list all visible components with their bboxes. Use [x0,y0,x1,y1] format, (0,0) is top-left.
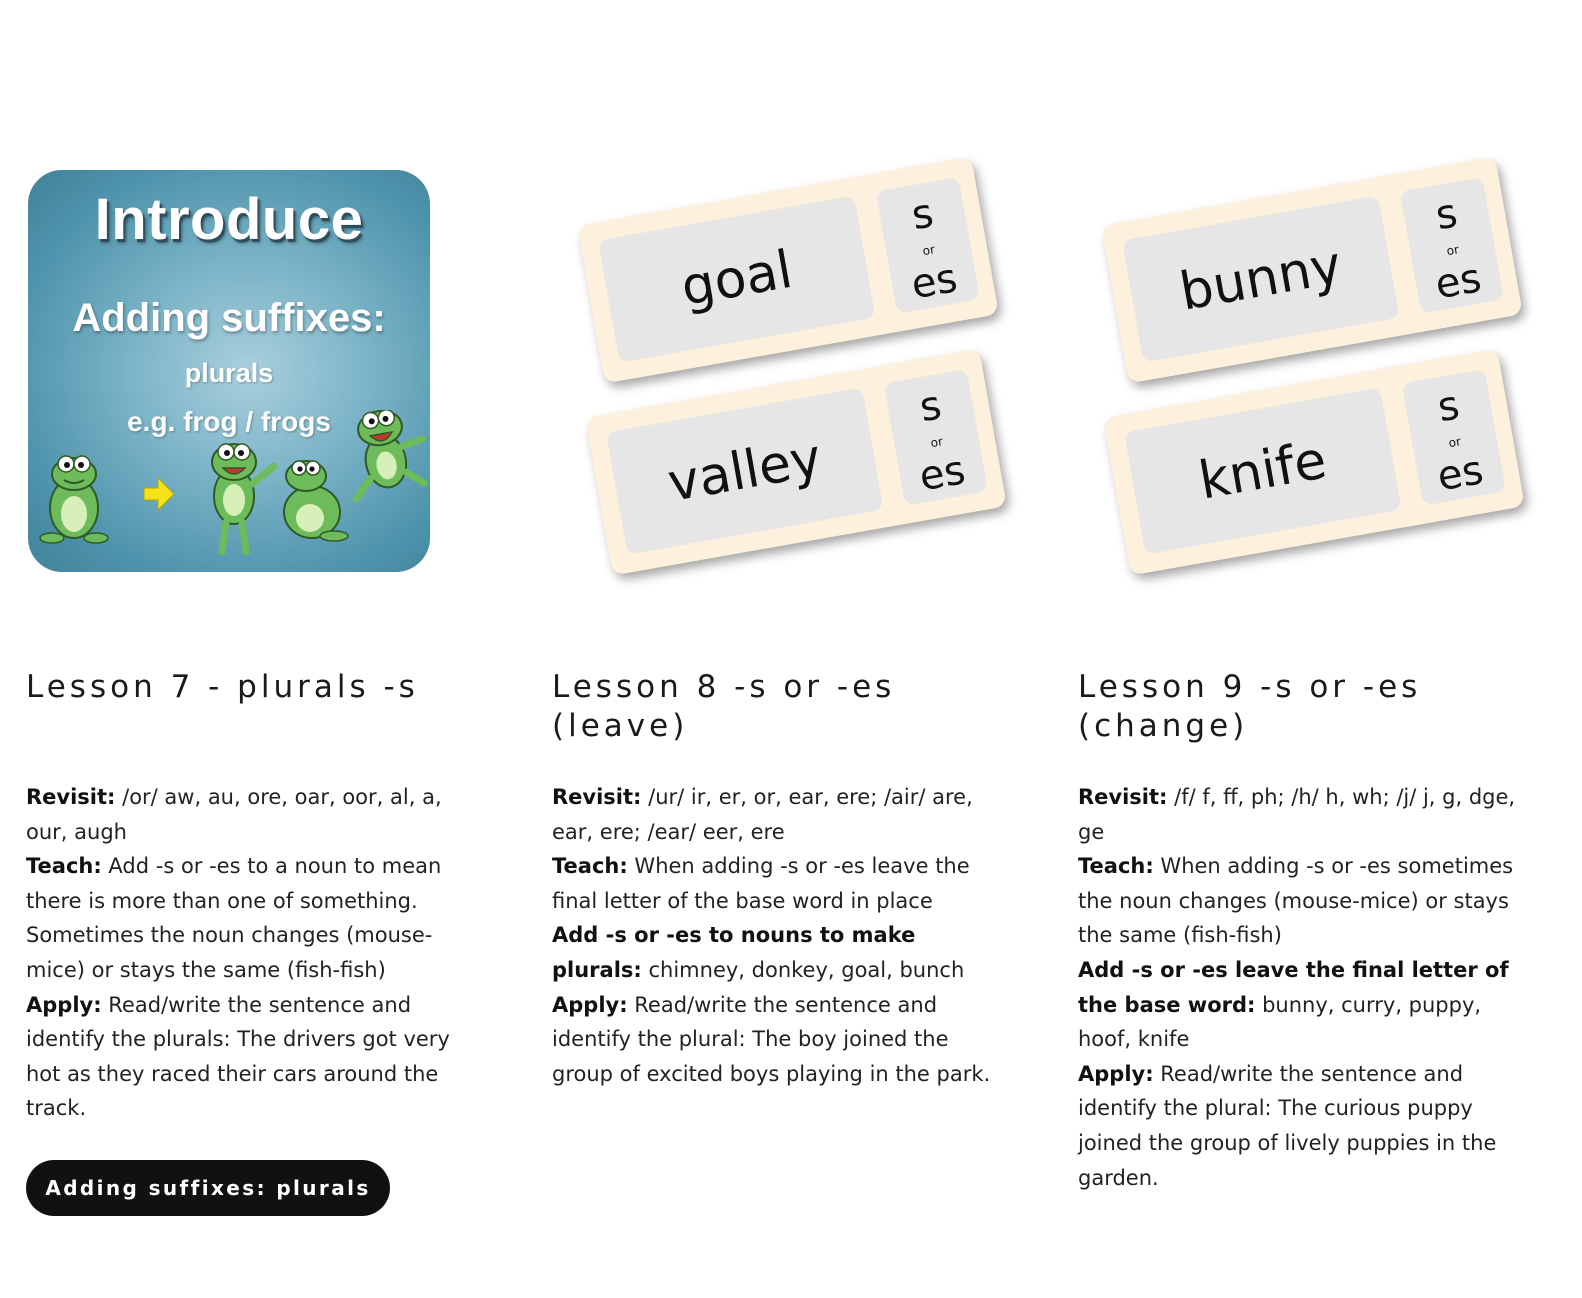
suffix-s: s [1432,190,1461,240]
suffix-es: es [915,447,969,501]
intro-title: Introduce [94,187,364,252]
card-word: goal [598,195,876,362]
apply-line [1078,1057,1528,1195]
lesson-8-body [552,780,1012,1091]
revisit-line [552,780,1012,849]
practice-label: Add -s or -es leave the final letter of the base word: [1078,957,1509,1017]
suffix-or: or [921,242,936,259]
apply-text: Read/write the sentence and identify the plural: The boy joined the group of excited boys playing in the park. [552,992,991,1086]
suffix-or: or [1445,242,1460,259]
teach-label: Teach: [552,854,628,879]
teach-text: When adding -s or -es sometimes the noun changes (mouse-mice) or stays the same (fish-fish) [1078,854,1514,948]
revisit-text: /or/ aw, au, ore, oar, oor, al, a, our, augh [26,785,442,844]
revisit-line [1078,780,1528,849]
apply-label: Apply: [1078,1061,1154,1086]
teach-text: When adding -s or -es leave the final letter of the base word in place [552,854,970,913]
introduce-graphic [28,170,430,572]
practice-label: Add -s or -es to nouns to make plurals: [552,923,916,982]
teach-line [26,849,466,987]
practice-text: bunny, curry, puppy, hoof, knife [1078,992,1482,1052]
lesson-7-title: Lesson 7 - plurals -s [26,669,419,705]
frog-icon [342,410,430,499]
revisit-label: Revisit: [1078,785,1168,809]
apply-line [552,988,1012,1092]
frogs-illustration [28,410,430,572]
suffix-es: es [1431,255,1485,309]
intro-topic: plurals [184,358,274,388]
apply-label: Apply: [26,992,102,1017]
practice-line [552,918,1012,987]
lesson-7-body [26,780,466,1126]
apply-line [26,988,466,1126]
practice-text: chimney, donkey, goal, bunch [641,957,965,982]
suffix-s: s [908,190,937,240]
card-word: bunny [1122,195,1400,362]
apply-text: Read/write the sentence and identify the plurals: The drivers got very hot as they raced their cars around the track. [26,992,450,1121]
suffix-box [876,177,980,314]
practice-line [1078,953,1528,1057]
word-card-bunny [1112,190,1512,350]
apply-text: Read/write the sentence and identify the plural: The curious puppy joined the group of lively puppies in the garden. [1078,1061,1497,1190]
card-word: knife [1124,387,1402,554]
card-word: valley [606,387,884,554]
suffix-box [1400,177,1504,314]
lesson-9-title: Lesson 9 -s or -es (change) [1078,669,1422,744]
frog-icon [40,456,108,543]
frog-icon [212,444,274,552]
revisit-text: /ur/ ir, er, or, ear, ere; /air/ are, ear, ere; /ear/ eer, ere [552,785,973,844]
word-card-goal [588,190,988,350]
lesson-9-body [1078,780,1528,1195]
suffix-es: es [1433,447,1487,501]
revisit-label: Revisit: [552,785,642,809]
suffix-s: s [1434,382,1463,432]
teach-line [1078,849,1528,953]
suffix-or: or [929,434,944,451]
revisit-line [26,780,466,849]
teach-text: Add -s or -es to a noun to mean there is more than one of something. Sometimes the noun changes (mouse-mice) or stays the same (fish-fish) [26,854,442,982]
lesson-8-title: Lesson 8 -s or -es (leave) [552,669,896,744]
suffix-es: es [907,255,961,309]
word-card-valley [596,382,996,542]
frog-icon [284,461,348,541]
adding-suffixes-plurals-button[interactable]: Adding suffixes: plurals [26,1160,390,1216]
teach-line [552,849,1012,918]
intro-example: e.g. frog / frogs [127,406,331,437]
suffix-or: or [1447,434,1462,451]
arrow-right-icon [144,478,174,510]
apply-label: Apply: [552,992,628,1017]
revisit-label: Revisit: [26,785,116,809]
teach-label: Teach: [26,854,102,879]
suffix-box [884,369,988,506]
revisit-text: /f/ f, ff, ph; /h/ h, wh; /j/ j, g, dge, ge [1078,785,1516,844]
intro-subtitle: Adding suffixes: [72,296,386,340]
word-card-knife [1114,382,1514,542]
teach-label: Teach: [1078,854,1154,879]
suffix-s: s [916,382,945,432]
suffix-box [1402,369,1506,506]
